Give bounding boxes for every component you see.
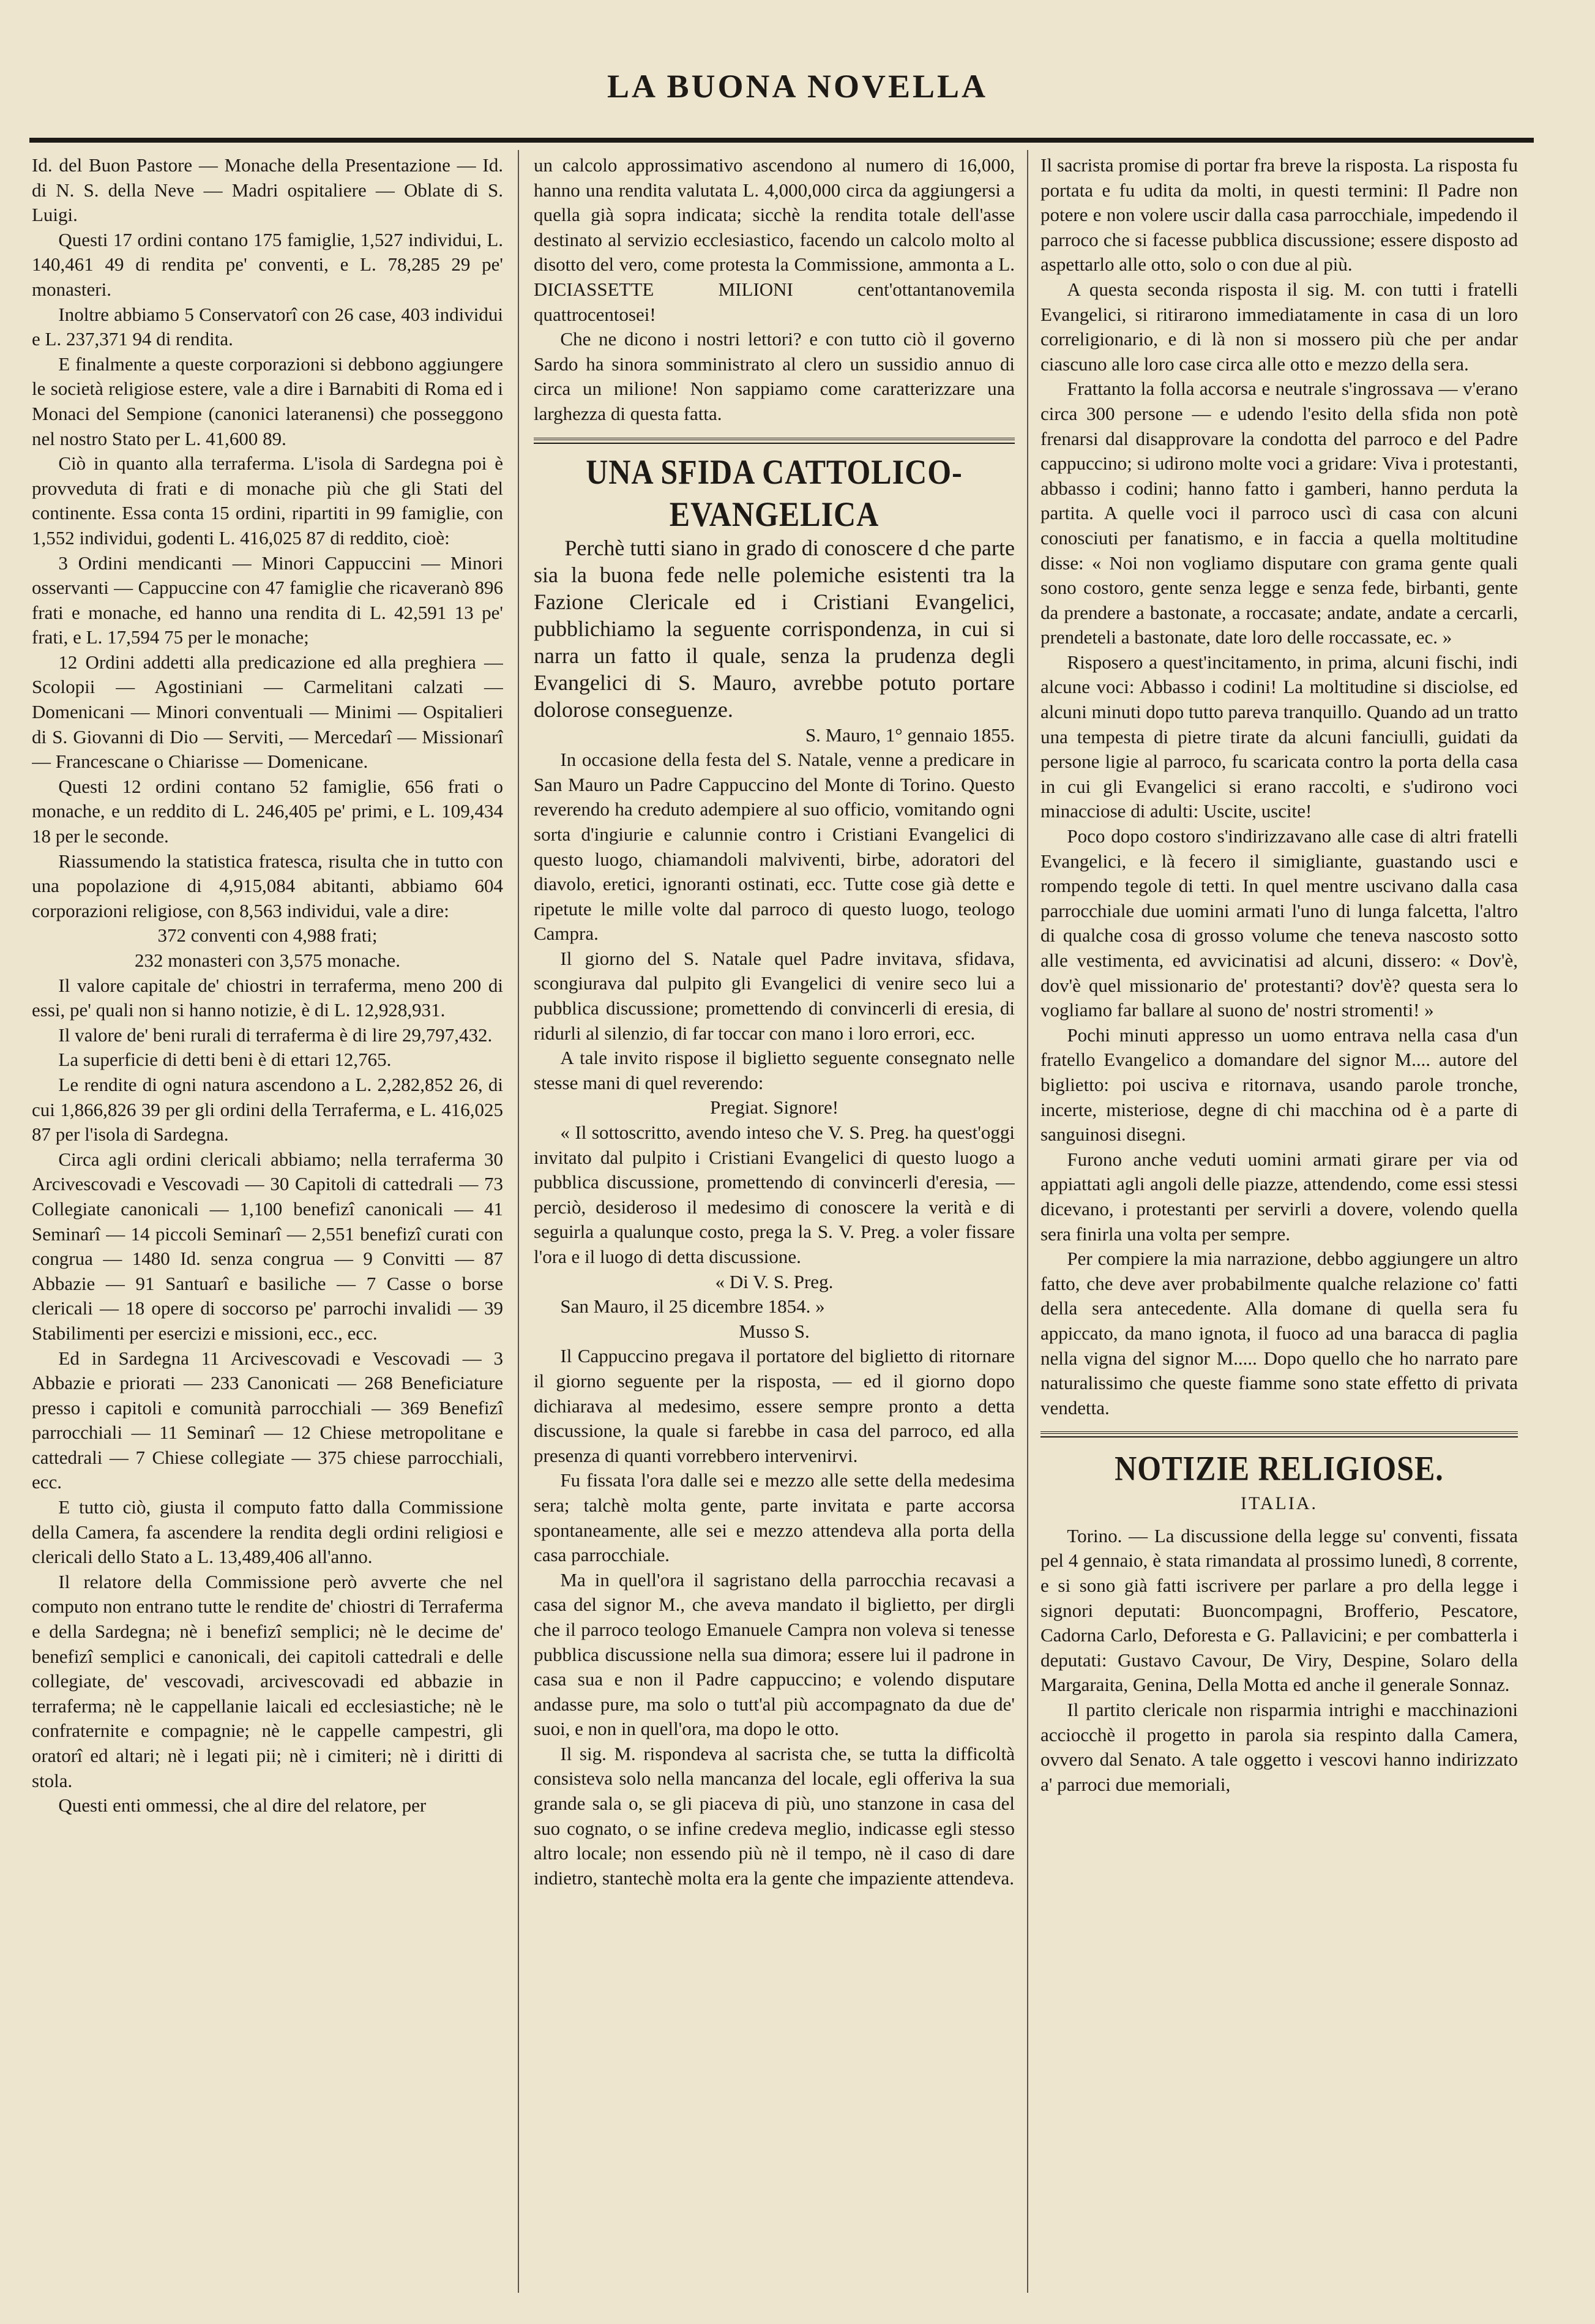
paragraph: A questa seconda risposta il sig. M. con tutti i fratelli Evangelici, si ritirarono immediatamente in casa di un loro correligionario, e di là non si mossero più che per andar ciascuno alle loro case circa alle otto e mezzo della sera. [1040, 278, 1518, 375]
letter-date: San Mauro, il 25 dicembre 1854. » [560, 1295, 825, 1318]
paragraph: E finalmente a queste corporazioni si debbono aggiungere le società religiose estere, vale a dire i Barnabiti di Roma ed i Monaci del Sempione (canonici lateranensi) che posseggono nel nostro Stato per L. 41,600 89. [32, 353, 503, 449]
dateline: S. Mauro, 1° gennaio 1855. [805, 724, 1015, 746]
paragraph: La superficie di detti beni è di ettari 12,765. [58, 1049, 392, 1071]
column-1 [32, 153, 503, 2302]
summary-line: 372 conventi con 4,988 frati; [157, 924, 378, 946]
paragraph: Il partito clericale non risparmia intrighi e macchinazioni acciocchè il progetto in parola sia respinto dalla Camera, ovvero dal Senato. A tale oggetto i vescovi hanno indirizzato a' parroci due memoriali, [1040, 1699, 1518, 1795]
paragraph: un calcolo approssimativo ascendono al numero di 16,000, hanno una rendita valutata L. 4,000,000 circa da aggiungersi a quella già sopra indicata; sicchè la rendita totale dell'asse destinato al servizio ecclesiastico, facendo un calcolo molto al disotto del vero, come protesta la Commissione, ammonta a L. DICIASSETTE MILIONI cent'ottantanovemila quattrocentosei! [534, 154, 1015, 325]
paragraph: Riassumendo la statistica fratesca, risulta che in tutto con una popolazione di 4,915,084 abitanti, abbiamo 604 corporazioni religiose, con 8,563 individui, vale a dire: [32, 850, 503, 921]
column-divider [1027, 150, 1028, 2293]
letter-body: « Il sottoscritto, avendo inteso che V. S. Preg. ha quest'oggi invitato dal pulpito i Cristiani Evangelici di questo luogo a pubblica discussione, promettendo di convincerli d'eresia, — perciò, desideroso il medesimo di conoscere la verità e di seguirla a qualunque costo, prega la S. V. Preg. a voler fissare l'ora e il luogo di detta discussione. [534, 1122, 1015, 1267]
paragraph: Ma in quell'ora il sagristano della parrocchia recavasi a casa del signor M., che aveva mandato il biglietto, per dirgli che il parroco teologo Emanuele Campra non voleva si tenesse pubblica discussione nella sua dimora; essere lui il padrone in casa sua e non il Padre cappuccino; e volendo disputare andasse pure, ma solo o tutt'al più accompagnato da due de' suoi, e non in quell'ora, ma dopo le otto. [534, 1569, 1015, 1740]
paragraph: In occasione della festa del S. Natale, venne a predicare in San Mauro un Padre Cappuccino del Monte di Torino. Questo reverendo ha creduto adempiere al suo officio, vomitando ogni sorta d'ingiurie e calunnie contro i Cristiani Evangelici di questo luogo, chiamandoli malviventi, birbe, adoratori del diavolo, eretici, ignoranti ostinati, ecc. Tutte cose già dette e ripetute le mille volte dal parroco di questo luogo, teologo Campra. [534, 749, 1015, 945]
paragraph: Risposero a quest'incitamento, in prima, alcuni fischi, indi alcune voci: Abbasso i codini! La moltitudine si disciolse, ed alcuni minuti dopo tutto pareva tranquillo. Quando ad un tratto una tempesta di pietre tirate da alcuni fanciulli, guidati da persone ligie al parroco, fu scaricata contro la porta della casa in cui gli Evangelici si erano raccolti, e s'udirono voci minacciose di adulti: Uscite, uscite! [1040, 651, 1518, 822]
paragraph: Poco dopo costoro s'indirizzavano alle case di altri fratelli Evangelici, e là fecero il simigliante, guastando usci e rompendo tegole di tetti. In quel mentre uscivano dalla casa parrocchiale due uomini armati l'uno di lunga falcetta, l'altro di qualche cosa di grosso volume che teneva nascosto sotto alle vestimenta, ed avvicinatisi ad alcuni, dissero: « Dov'è, dov'è quel missionario de' protestanti? dov'è? questa sera lo vogliamo far ballare al suono de' nostri stromenti! » [1040, 825, 1518, 1021]
masthead-rule [29, 138, 1534, 143]
paragraph: Le rendite di ogni natura ascendono a L. 2,282,852 26, di cui 1,866,826 39 per gli ordini della Terraferma, e L. 416,025 87 per l'isola di Sardegna. [32, 1073, 503, 1145]
section-intro: Perchè tutti siano in grado di conoscere d che parte sia la buona fede nelle polemiche esistenti tra la Fazione Clericale ed i Cristiani Evangelici, pubblichiamo la seguente corrispondenza, in cui si narra un fatto il quale, senza la prudenza degli Evangelici di S. Mauro, avrebbe potuto portare dolorose conseguenze. [534, 535, 1015, 722]
paragraph: Questi 17 ordini contano 175 famiglie, 1,527 individui, L. 140,461 49 di rendita pe' conventi, e L. 78,285 29 pe' monasteri. [32, 228, 503, 300]
paragraph: 12 Ordini addetti alla predicazione ed alla preghiera — Scolopii — Agostiniani — Carmelitani calzati — Domenicani — Minori conventuali — Minimi — Ospitalieri di S. Giovanni di Dio — Serviti, — Mercedarî — Missionarî — Francescane o Chiarisse — Domenicane. [32, 651, 503, 773]
section-rule [534, 438, 1015, 444]
section-title: NOTIZIE RELIGIOSE. [1115, 1449, 1444, 1488]
paragraph: Pochi minuti appresso un uomo entrava nella casa d'un fratello Evangelico a domandare del signor M.... autore del biglietto: poi usciva e ritornava, usando parole tronche, incerte, misteriose, degne di chi macchina od è a parte di sanguinosi disegni. [1040, 1024, 1518, 1145]
paragraph: Furono anche veduti uomini armati girare per via od appiattati agli angoli delle piazze, attendendo, come essi stessi dicevano, i protestanti per servirli a dovere, volendo quella sera finirla una volta per sempre. [1040, 1148, 1518, 1245]
paragraph: Questi 12 ordini contano 52 famiglie, 656 frati o monache, e un reddito di L. 246,405 pe' primi, e L. 109,434 18 per le seconde. [32, 775, 503, 847]
column-2 [534, 153, 1015, 2302]
subsection-title: ITALIA. [1240, 1493, 1318, 1514]
paragraph: Il valore de' beni rurali di terraferma è di lire 29,797,432. [58, 1024, 493, 1046]
paragraph: Il sacrista promise di portar fra breve la risposta. La risposta fu portata e fu udita da molti, in questi termini: Il Padre non potere e non volere uscir dalla casa parrocchiale, impedendo il parroco che si facesse pubblica discussione; essere disposto ad aspettarlo alle otto, solo o con due al più. [1040, 154, 1518, 276]
paragraph: Che ne dicono i nostri lettori? e con tutto ciò il governo Sardo ha sinora somministrato al clero un sussidio annuo di circa un milione! Non sappiamo come caratterizzare una larghezza di questa fatta. [534, 328, 1015, 424]
letter-closing: « Di V. S. Preg. [715, 1270, 834, 1292]
column-3 [1040, 153, 1518, 2302]
paragraph: Ed in Sardegna 11 Arcivescovadi e Vescovadi — 3 Abbazie e priorati — 233 Canonicati — 268 Beneficiature presso i capitoli e comunità parrocchiali — 369 Benefizî parrocchiali — 11 Seminarî — 12 Chiese metropolitane e cattedrali — 7 Chiese collegiate — 375 chiese parrocchiali, ecc. [32, 1347, 503, 1493]
summary-line: 232 monasteri con 3,575 monache. [135, 950, 400, 971]
paragraph: Inoltre abbiamo 5 Conservatorî con 26 case, 403 individui e L. 237,371 94 di rendita. [32, 303, 503, 350]
paragraph: Ciò in quanto alla terraferma. L'isola di Sardegna poi è provveduta di frati e di monache più che gli Stati del continente. Essa conta 15 ordini, ripartiti in 99 famiglie, con 1,552 individui, godenti L. 416,025 87 di reddito, cioè: [32, 452, 503, 549]
paragraph: Il sig. M. rispondeva al sacrista che, se tutta la difficoltà consisteva solo nella mancanza del locale, egli offeriva la sua grande sala o, se gli piaceva di più, uno stanzone in casa del suo cognato, o se infine credeva meglio, indicasse egli stesso altro locale; non essendo più nè il tempo, nè il caso di dare indietro, stantechè molta era la gente che impaziente attendeva. [534, 1742, 1015, 1889]
paragraph: Circa agli ordini clericali abbiamo; nella terraferma 30 Arcivescovadi e Vescovadi — 30 Capitoli di cattedrali — 73 Collegiate canonicali — 1,100 benefizî canonicali — 41 Seminarî — 14 piccoli Seminarî — 2,551 benefizî curati con congrua — 1480 Id. senza congrua — 9 Convitti — 87 Abbazie — 91 Santuarî e basiliche — 7 Casse o borse clericali — 18 opere di soccorso pe' parrochi invalidi — 39 Stabilimenti per esercizi e missioni, ecc., ecc. [32, 1148, 503, 1344]
paragraph: Torino. — La discussione della legge su' conventi, fissata pel 4 gennaio, è stata rimandata al prossimo lunedì, 8 corrente, e si sono già fatti iscrivere per parlare a pro della legge i signori deputati: Buoncompagni, Brofferio, Pescatore, Cadorna Carlo, Deforesta e G. Pallavicini; e per combatterla i deputati: Gustavo Cavour, De Viry, Despine, Solaro della Margaraita, Genina, Della Motta ed anche il generale Sonnaz. [1040, 1524, 1518, 1696]
paragraph: Il valore capitale de' chiostri in terraferma, meno 200 di essi, pe' quali non si hanno notizie, è di L. 12,928,931. [32, 974, 503, 1021]
paragraph: Frattanto la folla accorsa e neutrale s'ingrossava — v'erano circa 300 persone — e udendo l'esito della sfida non potè frenarsi dal disapprovare la condotta del parroco e del Padre cappuccino; si udirono molte voci a gridare: Viva i protestanti, abbasso i codini; hanno fatto i gamberi, hanno perduta la partita. A quelle voci il parroco uscì di casa con alcuni conosciuti per fanatismo, e in faccia a quella moltitudine disse: « Noi non vogliamo disputare con grama gente quali sono costoro, gente senza legge e senza fede, birbanti, gente da prendere a bastonate, a roccasate; andate, andate a cercarli, prendeteli a bastonate, date loro delle roccassate, ec. » [1040, 378, 1518, 648]
paragraph: 3 Ordini mendicanti — Minori Cappuccini — Minori osservanti — Cappuccine con 47 famiglie che ricaveranò 896 frati e monache, ed hanno una rendita di L. 42,591 13 pe' frati, e L. 17,594 75 per le monache; [32, 552, 503, 648]
paragraph: Questi enti ommessi, che al dire del relatore, per [58, 1794, 427, 1816]
paragraph: Per compiere la mia narrazione, debbo aggiungere un altro fatto, che deve aver probabilmente qualche relazione co' fatti della sera antecedente. Alla domane di quella sera fu appiccato, da mano ignota, il fuoco ad una baracca di paglia nella vigna del signor M..... Dopo quello che ho narrato pare naturalissimo che queste fiamme sono state effetto di privata vendetta. [1040, 1248, 1518, 1419]
section-rule [1040, 1431, 1518, 1438]
paragraph: Il relatore della Commissione però avverte che nel computo non entrano tutte le rendite de' chiostri di Terraferma e della Sardegna; nè i benefizî semplici; nè le decime de' benefizî semplici e canonicali, dei capitoli cattedrali e delle collegiate, de' vescovadi, arcivescovadi ed abbazie in terraferma; nè le cappellanie laicali ed ecclesiastiche; nè le confraternite e compagnie; nè le cappelle campestri, gli oratorî ed altari; nè i legati pii; nè i cimiteri; nè i diritti di stola. [32, 1570, 503, 1791]
section-title: UNA SFIDA CATTOLICO-EVANGELICA [586, 451, 963, 534]
paragraph: Il giorno del S. Natale quel Padre invitava, sfidava, scongiurava dal pulpito gli Evangelici di venire seco lui a pubblica discussione; promettendo di convincerli di eresia, di ridurli al silenzio, di far toccar con mano i loro errori, ecc. [534, 947, 1015, 1044]
masthead: LA BUONA NOVELLA [607, 68, 988, 105]
paragraph: E tutto ciò, giusta il computo fatto dalla Commissione della Camera, fa ascendere la rendita degli ordini religiosi e clericali dello Stato a L. 13,489,406 all'anno. [32, 1496, 503, 1568]
column-divider [518, 150, 519, 2293]
paragraph: Id. del Buon Pastore — Monache della Presentazione — Id. di N. S. della Neve — Madri ospitaliere — Oblate di S. Luigi. [32, 154, 503, 226]
paragraph: Il Cappuccino pregava il portatore del biglietto di ritornare il giorno seguente per la risposta, — ed il giorno dopo dichiarava al medesimo, essere sempre pronto a detta discussione, la quale si farebbe in casa del parroco, ed alla presenza di quanti vorrebbero intervenirvi. [534, 1345, 1015, 1466]
letter-salutation: Pregiat. Signore! [709, 1096, 839, 1119]
letter-signature: Musso S. [739, 1320, 810, 1342]
paragraph: A tale invito rispose il biglietto seguente consegnato nelle stesse mani di quel reverendo: [534, 1047, 1015, 1093]
paragraph: Fu fissata l'ora dalle sei e mezzo alle sette della medesima sera; talchè molta gente, parte invitata e parte accorsa spontaneamente, alle sei e mezzo attendeva alla porta della casa parrocchiale. [534, 1469, 1015, 1566]
